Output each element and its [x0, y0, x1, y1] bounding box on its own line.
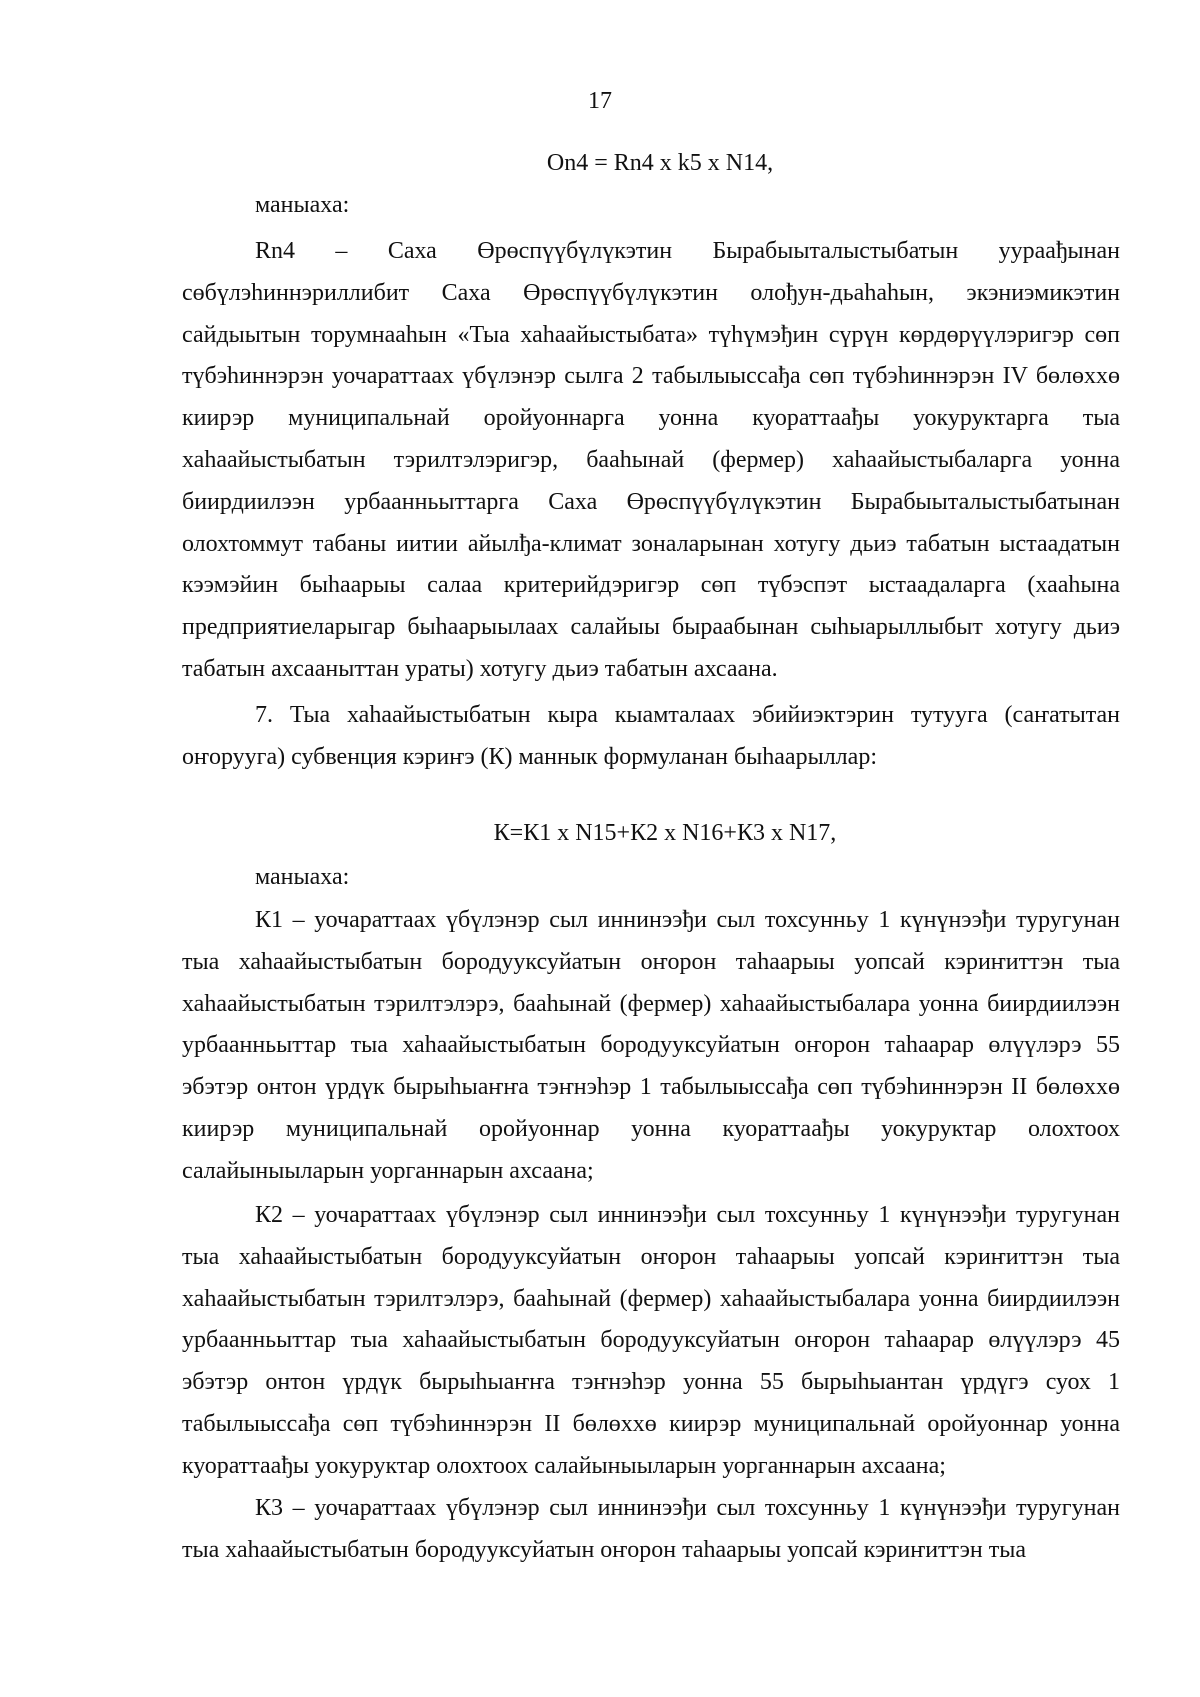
k1-definition-paragraph: К1 – уочараттаах үбүлэнэр сыл иннинээђи сыл тохсунньу 1 күнүнээђи туругунан тыа хаһаайыстыбатын бородууксуйатын оҥорон таһаарыы уопсай кэриҥиттэн тыа хаһаайыстыбатын тэрилтэлэрэ, бааһынай (фермер) хаһаайыстыбалара уонна биирдиилээн урбаанньыттар тыа хаһаайыстыбатын бородууксуйатын оҥорон таһаарар өлүүлэрэ 55 эбэтэр онтон үрдүк бырыһыаҥҥа тэҥнэһэр 1 табылыыссађа сөп түбэһиннэрэн II бөлөххө киирэр муниципальнай оройуоннар уонна куораттаађы уокуруктар олохтоох салайыныыларын уорганнарын ахсаана;	[182, 907, 1120, 1184]
k3-definition-paragraph: К3 – уочараттаах үбүлэнэр сыл иннинээђи сыл тохсунньу 1 күнүнээђи туругунан тыа хаһаайыстыбатын бородууксуйатын оҥорон таһаарыы уопсай кэриҥиттэн тыа	[182, 1495, 1120, 1563]
formula-on4: On4 = Rn4 x k5 x N14,	[546, 150, 774, 176]
k2-definition-paragraph: К2 – уочараттаах үбүлэнэр сыл иннинээђи сыл тохсунньу 1 күнүнээђи туругунан тыа хаһаайыстыбатын бородууксуйатын оҥорон таһаарыы уопсай кэриҥиттэн тыа хаһаайыстыбатын тэрилтэлэрэ, бааһынай (фермер) хаһаайыстыбалара уонна биирдиилээн урбаанньыттар тыа хаһаайыстыбатын бородууксуйатын оҥорон таһаарар өлүүлэрэ 45 эбэтэр онтон үрдүк бырыһыаҥҥа тэҥнэһэр уонна 55 бырыһыантан үрдүгэ суох 1 табылыыссађа сөп түбэһиннэрэн II бөлөххө киирэр муниципальнай оройуоннар уонна куораттаађы уокуруктар олохтоох салайыныыларын уорганнарын ахсаана;	[182, 1202, 1120, 1479]
page-number: 17	[588, 88, 612, 114]
rn4-definition-paragraph: Rn4 – Саха Өрөспүүбүлүкэтин Бырабыыталыстыбатын уураађынан сөбүлэһиннэриллибит Саха Өрөспүүбүлүкэтин олођун-дьаһаһын, экэниэмикэтин сайдыытын торумнааһын «Тыа хаһаайыстыбата» түһүмэђин сүрүн көрдөрүүлэригэр сөп түбэһиннэрэн уочараттаах үбүлэнэр сылга 2 табылыыссађа сөп түбэһиннэрэн IV бөлөххө киирэр муниципальнай оройуоннарга уонна куораттаађы уокуруктарга тыа хаһаайыстыбатын тэрилтэлэригэр, бааһынай (фермер) хаһаайыстыбаларга уонна биирдиилээн урбаанньыттарга Саха Өрөспүүбүлүкэтин Бырабыыталыстыбатынан олохтоммут табаны иитии айылђа-климат зоналарынан хотугу дьиэ табатын ыстаадатын кээмэйин быһаарыы салаа критерийдэригэр сөп түбэспэт ыстаадаларга (хааһына предприятиеларыгар быһаарыылаах салайыы быраабынан сыһыарыллыбыт хотугу дьиэ табатын ахсааныттан ураты) хотугу дьиэ табатын ахсаана.	[182, 238, 1120, 682]
section-7-paragraph: 7. Тыа хаһаайыстыбатын кыра кыамталаах эбийиэктэрин тутууга (саҥатытан оҥоруугa) субвенция кэриҥэ (К) маннык формуланан быһаарыллар:	[182, 702, 1120, 770]
where-label: маныаха:	[255, 192, 350, 218]
formula-k: К=К1 х N15+К2 х N16+К3 х N17,	[493, 820, 837, 846]
where-label: маныаха:	[255, 864, 350, 890]
